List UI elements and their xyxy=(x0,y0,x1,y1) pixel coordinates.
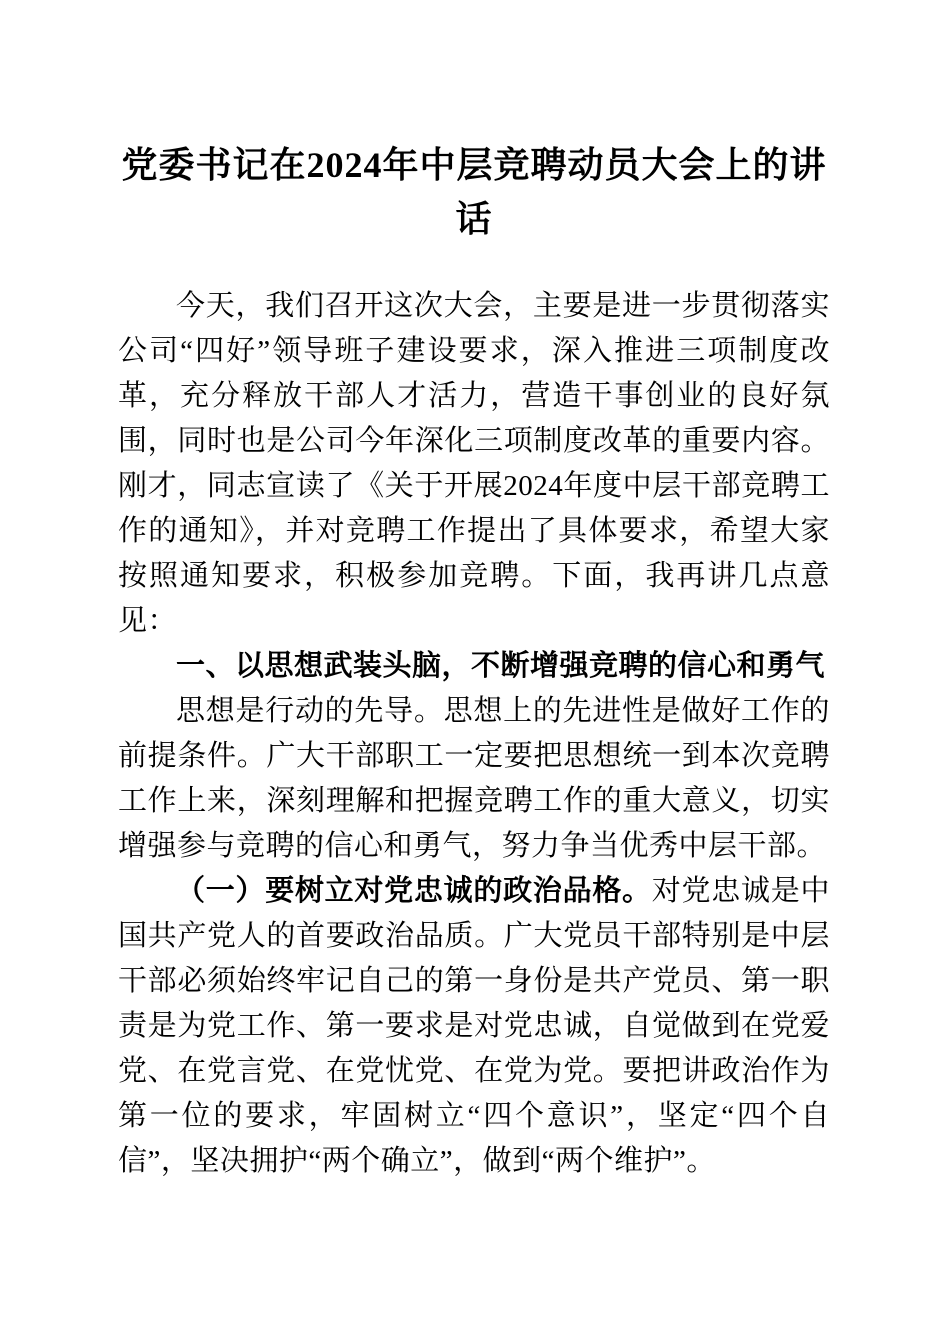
paragraph-point1-lead: （一）要树立对党忠诚的政治品格。 xyxy=(176,875,652,907)
paragraph-intro: 今天，我们召开这次大会，主要是进一步贯彻落实公司“四好”领导班子建设要求，深入推进三项制度改革，充分释放干部人才活力，营造干事创业的良好氛围，同时也是公司今年深化三项制度改革的重要内容。刚才，同志宣读了《关于开展2024年度中层干部竞聘工作的通知》，并对竞聘工作提出了具体要求，希望大家按照通知要求，积极参加竞聘。下面，我再讲几点意见： xyxy=(118,290,830,637)
paragraph-point1 xyxy=(118,869,830,1184)
paragraph-section1: 思想是行动的先导。思想上的先进性是做好工作的前提条件。广大干部职工一定要把思想统一到本次竞聘工作上来，深刻理解和把握竞聘工作的重大意义，切实增强参与竞聘的信心和勇气，努力争当优秀中层干部。 xyxy=(118,695,830,862)
section-heading-1: 一、以思想武装头脑，不断增强竞聘的信心和勇气 xyxy=(176,650,826,682)
document-title: 党委书记在2024年中层竞聘动员大会上的讲话 xyxy=(121,145,827,239)
paragraph-point1-body: 对党忠诚是中国共产党人的首要政治品质。广大党员干部特别是中层干部必须始终牢记自己的第一身份是共产党员、第一职责是为党工作、第一要求是对党忠诚，自觉做到在党爱党、在党言党、在党忧党、在党为党。要把讲政治作为第一位的要求，牢固树立“四个意识”，坚定“四个自信”，坚决拥护“两个确立”，做到“两个维护”。 xyxy=(118,875,830,1177)
